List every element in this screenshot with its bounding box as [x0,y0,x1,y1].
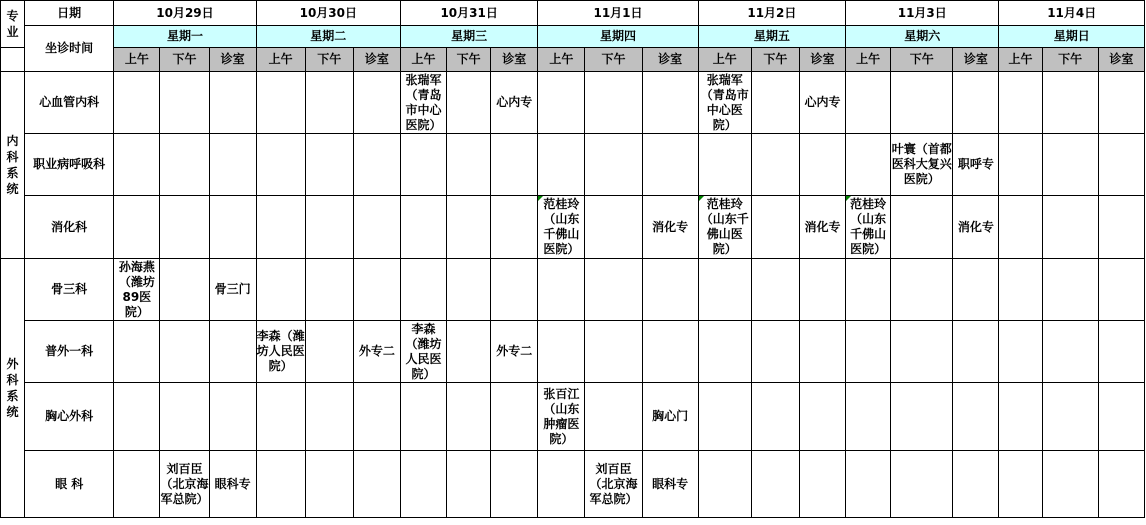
empty-cell [256,259,305,321]
empty-cell [799,134,845,196]
room-cell: 外专二 [491,321,538,383]
empty-cell [846,259,891,321]
empty-cell [400,259,446,321]
empty-cell [999,134,1042,196]
empty-cell [642,72,698,134]
weekday-cell: 星期六 [846,26,999,48]
empty-cell [698,134,751,196]
room-cell: 消化专 [642,196,698,259]
doctor-cell: 孙海燕（潍坊89医院） [114,259,160,321]
slot-pm: 下午 [305,48,353,72]
doctor-cell: 刘百臣（北京海军总院） [160,451,209,518]
empty-cell [538,72,585,134]
slot-pm: 下午 [447,48,491,72]
weekday-row [1,26,1145,48]
empty-cell [114,451,160,518]
empty-cell [114,321,160,383]
slot-pm: 下午 [160,48,209,72]
room-cell: 眼科专 [642,451,698,518]
empty-cell [353,196,400,259]
empty-cell [400,383,446,451]
empty-cell [160,259,209,321]
empty-cell [1098,134,1144,196]
slot-am: 上午 [538,48,585,72]
empty-cell [891,196,953,259]
empty-cell [160,321,209,383]
empty-cell [447,196,491,259]
time-label: 坐诊时间 [25,26,114,72]
group-internal: 内科系统 [1,72,25,259]
empty-cell [999,383,1042,451]
doctor-cell: 张百江（山东肿瘤医院） [538,383,585,451]
department-row [1,259,1145,321]
room-cell: 心内专 [799,72,845,134]
empty-cell [585,383,642,451]
department-name: 消化科 [25,196,114,259]
empty-cell [799,321,845,383]
empty-cell [953,72,999,134]
department-row [1,451,1145,518]
empty-cell [698,259,751,321]
empty-cell [538,321,585,383]
doctor-cell: 李森（潍坊人民医院） [256,321,305,383]
empty-cell [447,72,491,134]
slot-room: 诊室 [642,48,698,72]
empty-cell [305,321,353,383]
empty-cell [953,259,999,321]
empty-cell [209,134,256,196]
empty-cell [799,259,845,321]
empty-cell [953,321,999,383]
empty-cell [256,134,305,196]
empty-cell [1098,259,1144,321]
empty-cell [953,451,999,518]
empty-cell [491,383,538,451]
date-cell: 11月1日 [538,1,698,26]
empty-cell [585,134,642,196]
doctor-cell: 李森（潍坊人民医院） [400,321,446,383]
empty-cell [209,196,256,259]
slot-room: 诊室 [799,48,845,72]
empty-cell [1042,134,1098,196]
empty-cell [642,321,698,383]
room-cell: 骨三门 [209,259,256,321]
weekday-cell: 星期二 [256,26,400,48]
slot-am: 上午 [698,48,751,72]
empty-cell [585,321,642,383]
doctor-cell: 范桂玲（山东千佛山医院） [538,196,585,259]
slot-room: 诊室 [1098,48,1144,72]
weekday-cell: 星期三 [400,26,537,48]
empty-cell [846,72,891,134]
empty-cell [400,451,446,518]
empty-cell [114,383,160,451]
department-row [1,196,1145,259]
empty-cell [1042,321,1098,383]
empty-cell [305,72,353,134]
slot-room: 诊室 [353,48,400,72]
slot-pm: 下午 [891,48,953,72]
empty-cell [256,451,305,518]
empty-cell [891,451,953,518]
empty-cell [1098,383,1144,451]
empty-cell [305,134,353,196]
empty-cell [799,383,845,451]
department-name: 骨三科 [25,259,114,321]
empty-cell [209,321,256,383]
empty-cell [1042,451,1098,518]
empty-cell [698,383,751,451]
weekday-cell: 星期日 [999,26,1145,48]
department-row [1,321,1145,383]
empty-cell [491,259,538,321]
empty-cell [491,134,538,196]
empty-cell [538,134,585,196]
empty-cell [846,383,891,451]
empty-cell [891,383,953,451]
empty-cell [256,196,305,259]
department-name: 心血管内科 [25,72,114,134]
empty-cell [1042,196,1098,259]
empty-cell [953,383,999,451]
empty-cell [209,383,256,451]
empty-cell [846,451,891,518]
empty-cell [698,321,751,383]
empty-cell [642,259,698,321]
weekday-cell: 星期四 [538,26,698,48]
empty-cell [160,196,209,259]
empty-cell [447,451,491,518]
empty-cell [999,451,1042,518]
slot-am: 上午 [999,48,1042,72]
doctor-cell: 张瑞军（青岛市中心医院） [698,72,751,134]
doctor-cell: 叶寰（首都医科大复兴医院） [891,134,953,196]
weekday-cell: 星期一 [114,26,256,48]
slot-room: 诊室 [209,48,256,72]
empty-cell [400,134,446,196]
date-cell: 11月4日 [999,1,1145,26]
empty-cell [751,321,799,383]
empty-cell [642,134,698,196]
slot-pm: 下午 [751,48,799,72]
department-name: 胸心外科 [25,383,114,451]
slot-room: 诊室 [953,48,999,72]
empty-cell [698,451,751,518]
empty-cell [1098,72,1144,134]
empty-cell [305,259,353,321]
department-name: 职业病呼吸科 [25,134,114,196]
empty-cell [114,196,160,259]
empty-cell [751,134,799,196]
date-cell: 10月29日 [114,1,256,26]
empty-cell [538,451,585,518]
empty-cell [1098,451,1144,518]
empty-cell [846,321,891,383]
empty-cell [891,259,953,321]
room-cell: 眼科专 [209,451,256,518]
empty-cell [447,134,491,196]
empty-cell [585,72,642,134]
doctor-cell: 范桂玲（山东千佛山医院） [846,196,891,259]
empty-cell [538,259,585,321]
empty-cell [999,196,1042,259]
empty-cell [585,196,642,259]
room-cell: 职呼专 [953,134,999,196]
empty-cell [447,321,491,383]
empty-cell [1098,196,1144,259]
room-cell: 消化专 [953,196,999,259]
empty-cell [491,451,538,518]
group-surgical: 外科系统 [1,259,25,518]
empty-cell [751,259,799,321]
date-cell: 10月30日 [256,1,400,26]
empty-cell [999,321,1042,383]
empty-cell [585,259,642,321]
empty-cell [353,259,400,321]
slot-am: 上午 [256,48,305,72]
empty-cell [209,72,256,134]
slot-pm: 下午 [585,48,642,72]
slot-room: 诊室 [491,48,538,72]
empty-cell [353,383,400,451]
empty-cell [305,383,353,451]
empty-cell [751,196,799,259]
empty-cell [160,383,209,451]
empty-cell [353,134,400,196]
empty-cell [491,196,538,259]
empty-cell [256,72,305,134]
empty-cell [999,259,1042,321]
empty-cell [891,321,953,383]
empty-cell [1042,383,1098,451]
slot-row [1,48,1145,72]
empty-cell [160,72,209,134]
empty-cell [353,72,400,134]
doctor-cell: 范桂玲（山东千佛山医院） [698,196,751,259]
empty-cell [114,72,160,134]
room-cell: 消化专 [799,196,845,259]
empty-cell [305,196,353,259]
slot-am: 上午 [846,48,891,72]
empty-cell [1042,259,1098,321]
slot-am: 上午 [400,48,446,72]
empty-cell [1042,72,1098,134]
empty-cell [114,134,160,196]
empty-cell [256,383,305,451]
empty-cell [891,72,953,134]
room-cell: 胸心门 [642,383,698,451]
room-cell: 心内专 [491,72,538,134]
slot-pm: 下午 [1042,48,1098,72]
date-label: 日期 [25,1,114,26]
empty-cell [305,451,353,518]
room-cell: 外专二 [353,321,400,383]
department-row [1,383,1145,451]
empty-cell [353,451,400,518]
specialty-header-gap [1,48,25,72]
empty-cell [751,72,799,134]
date-cell: 10月31日 [400,1,537,26]
empty-cell [160,134,209,196]
empty-cell [400,196,446,259]
date-cell: 11月2日 [698,1,845,26]
empty-cell [999,72,1042,134]
department-name: 眼 科 [25,451,114,518]
department-name: 普外一科 [25,321,114,383]
empty-cell [447,259,491,321]
empty-cell [799,451,845,518]
empty-cell [846,134,891,196]
date-cell: 11月3日 [846,1,999,26]
specialty-header: 专业 [1,1,25,48]
empty-cell [751,383,799,451]
doctor-cell: 张瑞军（青岛市中心医院） [400,72,446,134]
department-row [1,72,1145,134]
date-row [1,1,1145,26]
doctor-cell: 刘百臣（北京海军总院） [585,451,642,518]
empty-cell [751,451,799,518]
empty-cell [1098,321,1144,383]
empty-cell [447,383,491,451]
weekday-cell: 星期五 [698,26,845,48]
department-row [1,134,1145,196]
slot-am: 上午 [114,48,160,72]
